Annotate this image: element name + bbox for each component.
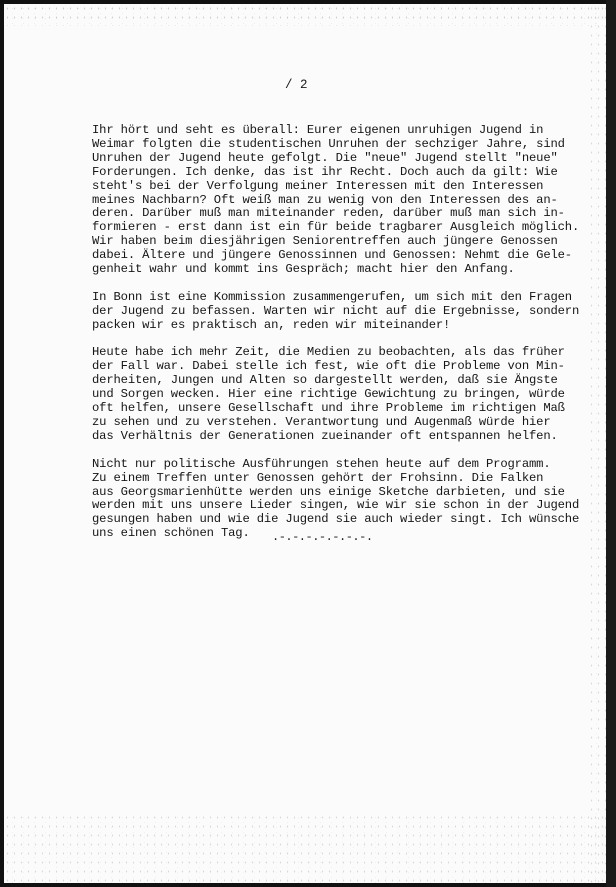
text-line: In Bonn ist eine Kommission zusammengerufen, um sich mit den Fragen	[92, 289, 572, 304]
text-line: der Fall war. Dabei stelle ich fest, wie oft die Probleme von Min-	[92, 359, 565, 374]
text-line: deren. Darüber muß man miteinander reden, darüber muß man sich in-	[92, 206, 565, 221]
text-line: dabei. Ältere und jüngere Genossinnen und Genossen: Nehmt die Gele-	[92, 248, 572, 263]
text-line: Nicht nur politische Ausführungen stehen heute auf dem Programm.	[92, 456, 551, 471]
paragraph-2	[92, 291, 582, 333]
closing-mark: .-.-.-.-.-.-.-.	[272, 530, 373, 544]
paragraph-1	[92, 124, 582, 277]
paragraph-3	[92, 346, 582, 443]
text-line: meines Nachbarn? Oft weiß man zu wenig von den Interessen des an-	[92, 192, 558, 207]
text-line: packen wir es praktisch an, reden wir miteinander!	[92, 317, 451, 332]
text-line: Ihr hört und seht es überall: Eurer eigenen unruhigen Jugend in	[92, 123, 544, 137]
text-line: und Sorgen wecken. Hier eine richtige Gewichtung zu bringen, würde	[92, 387, 565, 402]
text-line: gesungen haben und wie die Jugend sie auch wieder singt. Ich wünsche	[92, 512, 580, 527]
text-line: uns einen schönen Tag.	[92, 526, 250, 541]
text-line: Wir haben beim diesjährigen Seniorentreffen auch jüngere Genossen	[92, 234, 558, 249]
text-line: Forderungen. Ich denke, das ist ihr Recht. Doch auch da gilt: Wie	[92, 164, 558, 179]
paragraph-4	[92, 458, 582, 541]
text-line: derheiten, Jungen und Alten so dargestellt werden, daß sie Ängste	[92, 373, 558, 388]
scan-noise-top	[4, 4, 604, 26]
text-line: zu sehen und zu verstehen. Verantwortung und Augenmaß würde hier	[92, 415, 551, 429]
scan-noise-right	[588, 4, 606, 883]
scan-noise-bottom	[4, 813, 604, 883]
text-line: Unruhen der Jugend heute gefolgt. Die "neue" Jugend stellt "neue"	[92, 150, 558, 165]
text-line: genheit wahr und kommt ins Gespräch; macht hier den Anfang.	[92, 262, 515, 277]
scan-border-bottom	[0, 883, 616, 887]
scan-border-right	[606, 0, 616, 887]
text-line: oft helfen, unsere Gesellschaft und ihre Probleme im richtigen Maß	[92, 401, 565, 416]
page-number: / 2	[285, 78, 308, 92]
body-text	[92, 124, 582, 555]
text-line: werden mit uns unsere Lieder singen, wie wir sie schon in der Jugend	[92, 498, 580, 513]
text-line: Heute habe ich mehr Zeit, die Medien zu beobachten, als das früher	[92, 345, 565, 360]
scan-border-left	[0, 0, 4, 887]
text-line: das Verhältnis der Generationen zueinander oft entspannen helfen.	[92, 428, 558, 443]
text-line: der Jugend zu befassen. Warten wir nicht auf die Ergebnisse, sondern	[92, 303, 580, 318]
text-line: Weimar folgten die studentischen Unruhen der sechziger Jahre, sind	[92, 136, 565, 151]
text-line: steht's bei der Verfolgung meiner Interessen mit den Interessen	[92, 178, 544, 193]
text-line: Zu einem Treffen unter Genossen gehört der Frohsinn. Die Falken	[92, 470, 544, 485]
text-line: aus Georgsmarienhütte werden uns einige Sketche darbieten, und sie	[92, 484, 565, 499]
text-line: formieren - erst dann ist ein für beide tragbarer Ausgleich möglich.	[92, 220, 580, 235]
